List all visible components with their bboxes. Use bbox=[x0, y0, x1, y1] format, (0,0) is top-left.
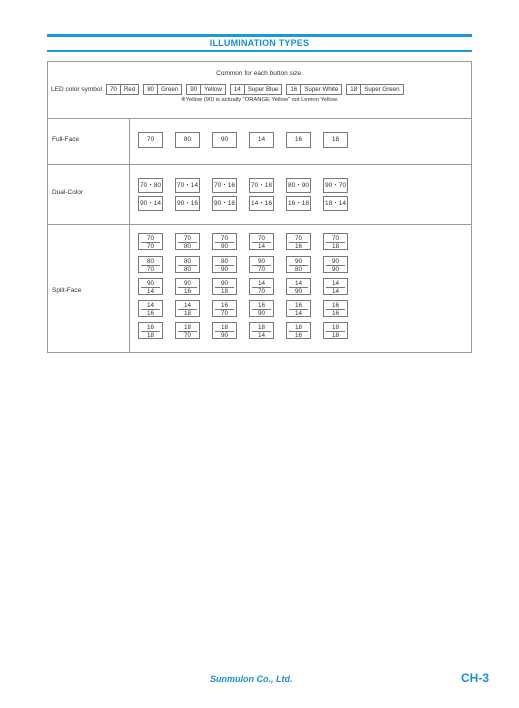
split-face-bottom: 14 bbox=[331, 288, 339, 295]
split-face-bottom: 80 bbox=[183, 243, 191, 250]
split-face-bottom: 14 bbox=[257, 243, 265, 250]
row-divider bbox=[48, 164, 471, 165]
split-face-label: Split-Face bbox=[52, 287, 82, 294]
split-face-box bbox=[286, 256, 311, 273]
full-face-label: Full-Face bbox=[52, 136, 80, 143]
split-face-box bbox=[175, 256, 200, 273]
full-face-box: 70 bbox=[138, 132, 163, 148]
split-face-box bbox=[175, 300, 200, 317]
split-face-box bbox=[249, 233, 274, 250]
page-title: ILLUMINATION TYPES bbox=[209, 38, 310, 48]
row-divider bbox=[48, 118, 471, 119]
led-color-code: 14 bbox=[230, 84, 245, 95]
split-face-box bbox=[138, 300, 163, 317]
split-face-box bbox=[175, 322, 200, 339]
split-face-bottom: 18 bbox=[331, 332, 339, 339]
split-face-box bbox=[286, 322, 311, 339]
split-face-box bbox=[212, 278, 237, 295]
led-color-code: 70 bbox=[106, 84, 121, 95]
full-face-box: 18 bbox=[323, 132, 348, 148]
column-divider bbox=[129, 118, 130, 352]
split-face-box bbox=[286, 278, 311, 295]
split-face-box bbox=[323, 278, 348, 295]
split-face-box bbox=[286, 300, 311, 317]
split-face-bottom: 70 bbox=[183, 332, 191, 339]
split-face-bottom: 14 bbox=[294, 310, 302, 317]
led-color-pair bbox=[186, 84, 226, 95]
split-face-top: 14 bbox=[331, 280, 339, 287]
split-face-top: 14 bbox=[257, 280, 265, 287]
split-face-box bbox=[138, 278, 163, 295]
split-face-box bbox=[212, 233, 237, 250]
split-face-bottom: 18 bbox=[146, 332, 154, 339]
split-face-bottom: 90 bbox=[220, 332, 228, 339]
led-color-legend bbox=[51, 84, 408, 95]
dual-color-label: Dual-Color bbox=[52, 189, 84, 196]
split-face-bottom: 90 bbox=[294, 288, 302, 295]
split-face-bottom: 16 bbox=[183, 288, 191, 295]
split-face-top: 70 bbox=[331, 235, 339, 242]
split-face-top: 14 bbox=[183, 302, 191, 309]
split-face-bottom: 80 bbox=[294, 266, 302, 273]
split-face-top: 90 bbox=[220, 280, 228, 287]
split-face-box bbox=[249, 300, 274, 317]
full-face-box: 90 bbox=[212, 132, 237, 148]
dual-color-box: 90・14 bbox=[138, 196, 163, 211]
split-face-bottom: 16 bbox=[294, 332, 302, 339]
split-face-box bbox=[249, 256, 274, 273]
split-face-box bbox=[323, 322, 348, 339]
split-face-top: 18 bbox=[220, 324, 228, 331]
split-face-bottom: 70 bbox=[220, 310, 228, 317]
split-face-bottom: 18 bbox=[331, 243, 339, 250]
legend-pairs bbox=[106, 84, 408, 95]
split-face-bottom: 18 bbox=[183, 310, 191, 317]
led-color-name: Red bbox=[121, 84, 139, 95]
split-face-top: 16 bbox=[331, 302, 339, 309]
split-face-top: 18 bbox=[257, 324, 265, 331]
split-face-box bbox=[323, 233, 348, 250]
split-face-top: 80 bbox=[146, 258, 154, 265]
led-color-pair bbox=[143, 84, 182, 95]
split-face-box bbox=[175, 233, 200, 250]
split-face-box bbox=[138, 256, 163, 273]
split-face-bottom: 70 bbox=[146, 266, 154, 273]
split-face-box bbox=[249, 278, 274, 295]
split-face-bottom: 14 bbox=[257, 332, 265, 339]
split-face-top: 90 bbox=[331, 258, 339, 265]
split-face-top: 18 bbox=[183, 324, 191, 331]
split-face-box bbox=[323, 256, 348, 273]
split-face-top: 70 bbox=[294, 235, 302, 242]
split-face-top: 18 bbox=[331, 324, 339, 331]
led-color-name: Super Green bbox=[361, 84, 403, 95]
led-color-pair bbox=[346, 84, 403, 95]
full-face-box: 16 bbox=[286, 132, 311, 148]
split-face-top: 70 bbox=[183, 235, 191, 242]
split-face-bottom: 16 bbox=[294, 243, 302, 250]
split-face-top: 16 bbox=[220, 302, 228, 309]
split-face-top: 16 bbox=[257, 302, 265, 309]
led-color-code: 16 bbox=[286, 84, 301, 95]
split-face-top: 16 bbox=[146, 324, 154, 331]
dual-color-box: 90・16 bbox=[175, 196, 200, 211]
dual-color-box: 14・16 bbox=[249, 196, 274, 211]
split-face-bottom: 70 bbox=[146, 243, 154, 250]
split-face-box bbox=[323, 300, 348, 317]
split-face-bottom: 90 bbox=[257, 310, 265, 317]
split-face-bottom: 90 bbox=[220, 243, 228, 250]
split-face-box bbox=[138, 233, 163, 250]
title-top-rule bbox=[47, 34, 472, 37]
full-face-box: 80 bbox=[175, 132, 200, 148]
illumination-table bbox=[47, 61, 472, 353]
split-face-box bbox=[212, 256, 237, 273]
led-color-pair bbox=[230, 84, 283, 95]
led-color-pair bbox=[106, 84, 139, 95]
title-bottom-rule bbox=[47, 50, 472, 52]
led-color-name: Super Blue bbox=[245, 84, 283, 95]
led-color-code: 80 bbox=[143, 84, 158, 95]
split-face-top: 90 bbox=[146, 280, 154, 287]
split-face-bottom: 90 bbox=[220, 266, 228, 273]
common-text: Common for each button size. bbox=[216, 70, 303, 77]
led-color-name: Green bbox=[158, 84, 182, 95]
split-face-top: 90 bbox=[257, 258, 265, 265]
led-color-code: 90 bbox=[186, 84, 201, 95]
led-color-label: LED color symbol bbox=[51, 86, 102, 93]
led-color-pair bbox=[286, 84, 342, 95]
dual-color-box: 70・80 bbox=[138, 178, 163, 193]
dual-color-box: 80・90 bbox=[286, 178, 311, 193]
dual-color-box: 70・14 bbox=[175, 178, 200, 193]
split-face-box bbox=[175, 278, 200, 295]
split-face-box bbox=[286, 233, 311, 250]
split-face-top: 90 bbox=[183, 280, 191, 287]
dual-color-box: 70・18 bbox=[249, 178, 274, 193]
split-face-top: 90 bbox=[294, 258, 302, 265]
split-face-bottom: 80 bbox=[183, 266, 191, 273]
dual-color-box: 90・70 bbox=[323, 178, 348, 193]
split-face-top: 80 bbox=[183, 258, 191, 265]
split-face-bottom: 14 bbox=[146, 288, 154, 295]
split-face-bottom: 70 bbox=[257, 266, 265, 273]
row-divider bbox=[48, 224, 471, 225]
dual-color-box: 90・18 bbox=[212, 196, 237, 211]
page-number: CH-3 bbox=[461, 671, 490, 685]
split-face-bottom: 16 bbox=[331, 310, 339, 317]
split-face-box bbox=[212, 300, 237, 317]
split-face-box bbox=[138, 322, 163, 339]
split-face-top: 70 bbox=[257, 235, 265, 242]
split-face-bottom: 18 bbox=[220, 288, 228, 295]
split-face-bottom: 16 bbox=[146, 310, 154, 317]
split-face-box bbox=[212, 322, 237, 339]
split-face-top: 70 bbox=[220, 235, 228, 242]
split-face-bottom: 90 bbox=[331, 266, 339, 273]
split-face-top: 14 bbox=[146, 302, 154, 309]
led-color-name: Yellow bbox=[201, 84, 226, 95]
dual-color-box: 16・18 bbox=[286, 196, 311, 211]
yellow-note: ※Yellow (90) is actually “ORANGE Yellow” not Lemon Yellow. bbox=[180, 97, 339, 103]
led-color-code: 18 bbox=[346, 84, 361, 95]
split-face-top: 18 bbox=[294, 324, 302, 331]
split-face-top: 16 bbox=[294, 302, 302, 309]
split-face-top: 70 bbox=[146, 235, 154, 242]
split-face-top: 14 bbox=[294, 280, 302, 287]
dual-color-box: 70・16 bbox=[212, 178, 237, 193]
dual-color-box: 18・14 bbox=[323, 196, 348, 211]
split-face-box bbox=[249, 322, 274, 339]
full-face-box: 14 bbox=[249, 132, 274, 148]
split-face-bottom: 70 bbox=[257, 288, 265, 295]
company-name: Sunmulon Co., Ltd. bbox=[210, 674, 293, 684]
split-face-top: 80 bbox=[220, 258, 228, 265]
led-color-name: Super White bbox=[301, 84, 342, 95]
